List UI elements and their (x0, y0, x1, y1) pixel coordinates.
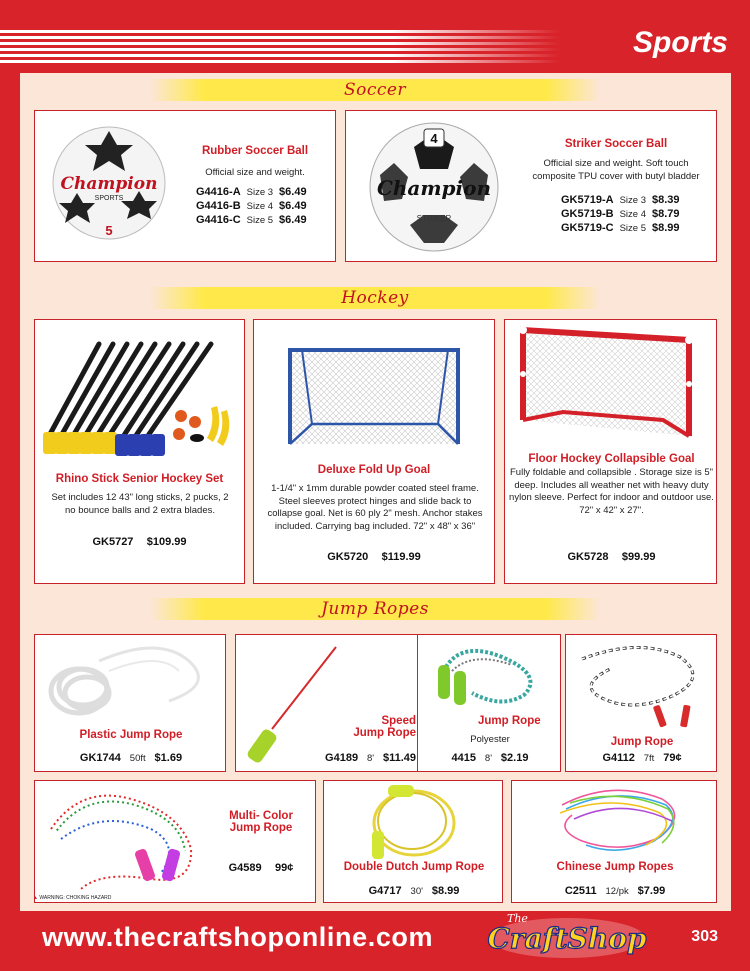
size: 12/pk (605, 886, 629, 897)
price-line (211, 858, 311, 876)
ball-model-label: STRIKER (416, 214, 452, 223)
price-line (516, 881, 714, 899)
product-desc: Official size and weight. (205, 167, 305, 178)
price-line (325, 748, 416, 766)
price: $6.49 (279, 200, 307, 212)
page-title: Sports (632, 26, 728, 59)
price: $1.69 (154, 752, 183, 764)
price: $8.99 (651, 222, 680, 234)
product-card-jump-rope-g4112[interactable] (565, 634, 717, 772)
size: Size 5 (246, 214, 274, 226)
sku: G4189 (325, 752, 359, 764)
product-card-rubber-soccer-ball[interactable] (34, 110, 336, 262)
table-row (193, 199, 310, 213)
product-card-multi-color-jump-rope[interactable] (34, 780, 316, 903)
chinese-jump-ropes-image (542, 785, 692, 861)
table-row (193, 185, 310, 199)
product-name: Speed Jump Rope (353, 715, 416, 739)
product-name: Multi- Color Jump Rope (229, 810, 293, 834)
size: 50ft (129, 753, 146, 764)
product-name: Rubber Soccer Ball (201, 145, 309, 157)
sku: G4416-B (196, 200, 241, 212)
price-line (258, 547, 490, 565)
product-name: Rhino Stick Senior Hockey Set (55, 473, 224, 485)
sku: GK5727 (92, 536, 134, 548)
product-card-jump-rope-polyester[interactable] (417, 634, 561, 772)
size: 8' (366, 753, 375, 764)
section-banner-soccer: Soccer (150, 79, 600, 101)
ball-brand-text: Champion (376, 176, 492, 200)
price: $11.49 (382, 752, 416, 764)
product-name: Deluxe Fold Up Goal (317, 464, 431, 476)
braided-jump-rope-image (570, 639, 714, 733)
sku: G4416-C (196, 214, 241, 226)
svg-text:5: 5 (105, 223, 113, 238)
size: Size 4 (246, 200, 274, 212)
size: 7ft (643, 753, 655, 764)
sku: GK5719-C (561, 222, 614, 234)
ball-number: 4 (430, 131, 438, 146)
footer-website-link[interactable]: www.thecraftshoponline.com (42, 922, 434, 952)
product-card-floor-hockey-goal[interactable] (504, 319, 717, 584)
page-number: 303 (691, 928, 718, 945)
product-name: Jump Rope (478, 715, 541, 727)
price: $8.79 (651, 208, 680, 220)
price-line (422, 748, 558, 766)
sku: C2511 (564, 885, 597, 897)
product-name: Floor Hockey Collapsible Goal (528, 453, 695, 465)
price: $7.99 (637, 885, 666, 897)
price: $2.19 (500, 752, 529, 764)
price: $8.99 (431, 885, 460, 897)
table-row (558, 221, 683, 235)
double-dutch-rope-image (348, 783, 478, 861)
poly-jump-rope-image (432, 645, 548, 719)
price-line (570, 748, 714, 766)
product-name: Double Dutch Jump Rope (343, 861, 485, 873)
size: Size 5 (619, 222, 646, 234)
section-banner-hockey: Hockey (150, 287, 600, 309)
sku: GK1744 (79, 752, 121, 764)
sku: G4112 (602, 752, 635, 764)
sku: G4589 (228, 862, 262, 874)
sku: G4416-A (196, 186, 241, 198)
ball-brand-sub: SPORTS (94, 195, 124, 202)
craft-shop-logo (477, 904, 657, 964)
price-line (39, 532, 240, 550)
price: 99¢ (275, 862, 294, 874)
price: 79¢ (663, 752, 682, 764)
product-desc: Official size and weight. Soft touch composite TPU cover with butyl bladder (532, 158, 700, 182)
table-row (558, 207, 683, 221)
product-card-double-dutch-jump-rope[interactable] (323, 780, 503, 903)
price: $8.39 (651, 194, 680, 206)
product-card-speed-jump-rope[interactable] (235, 634, 427, 772)
warning-icon: ▲ (33, 895, 38, 901)
price: $6.49 (279, 186, 307, 198)
sku: GK5728 (567, 551, 609, 563)
product-card-fold-up-goal[interactable] (253, 319, 495, 584)
sku: GK5719-B (561, 208, 614, 220)
rubber-soccer-ball-image (47, 119, 171, 247)
product-desc: Polyester (470, 734, 510, 745)
table-row (193, 213, 310, 227)
sku: G4717 (368, 885, 402, 897)
product-name: Striker Soccer Ball (564, 138, 668, 150)
size: 8' (484, 753, 493, 764)
floor-hockey-goal-image (513, 324, 709, 452)
product-card-striker-soccer-ball[interactable] (345, 110, 717, 262)
sku: GK5719-A (561, 194, 614, 206)
product-desc: Fully foldable and collapsible . Storage size is 5" deep. Includes all weather net with heavy duty nylon sleeve. Perfect for indoor and outdoor use. 72" x 42" x 27". (509, 467, 714, 516)
product-name: Jump Rope (610, 736, 674, 748)
product-card-chinese-jump-ropes[interactable] (511, 780, 717, 903)
hockey-sticks-image (39, 336, 239, 466)
svg-text:CraftShop: CraftShop (487, 922, 647, 955)
multi-color-jump-rope-image (41, 789, 221, 897)
product-card-plastic-jump-rope[interactable] (34, 634, 226, 772)
product-name: Chinese Jump Ropes (556, 861, 674, 873)
plastic-jump-rope-image (39, 641, 219, 723)
product-card-hockey-stick-set[interactable] (34, 319, 245, 584)
sku: GK5720 (327, 551, 369, 563)
size-price-table (193, 185, 310, 227)
product-name: Plastic Jump Rope (79, 729, 183, 741)
svg-text:The: The (507, 912, 528, 925)
table-row (558, 193, 683, 207)
product-desc: 1-1/4" x 1mm durable powder coated steel frame. Steel sleeves protect hinges and slide back to collapse goal. Net is 60 ply 2" mesh. Anchor stakes included. Carrying bag included. 72" x 48" x 36" (267, 483, 483, 532)
catalog-canvas (20, 73, 731, 911)
striker-soccer-ball-image (364, 115, 504, 259)
ball-brand-text: Champion (60, 174, 158, 194)
fold-up-goal-image (282, 344, 468, 454)
price: $119.99 (381, 551, 421, 563)
price: $6.49 (279, 214, 307, 226)
section-banner-jump-ropes: Jump Ropes (150, 598, 600, 620)
size: Size 3 (619, 194, 646, 206)
price: $99.99 (621, 551, 656, 563)
size: Size 3 (246, 186, 274, 198)
price: $109.99 (146, 536, 187, 548)
size: Size 4 (619, 208, 646, 220)
product-desc: Set includes 12 43" long sticks, 2 pucks, 2 no bounce balls and 2 extra blades. (51, 492, 229, 516)
price-line (328, 881, 500, 899)
price-line (39, 748, 223, 766)
price-line (509, 547, 714, 565)
choking-hazard-warning: ▲ WARNING: CHOKING HAZARD (33, 895, 112, 901)
size: 30' (410, 886, 423, 897)
size-price-table (558, 193, 683, 235)
header-stripes (0, 30, 560, 64)
sku: 4415 (451, 752, 477, 764)
